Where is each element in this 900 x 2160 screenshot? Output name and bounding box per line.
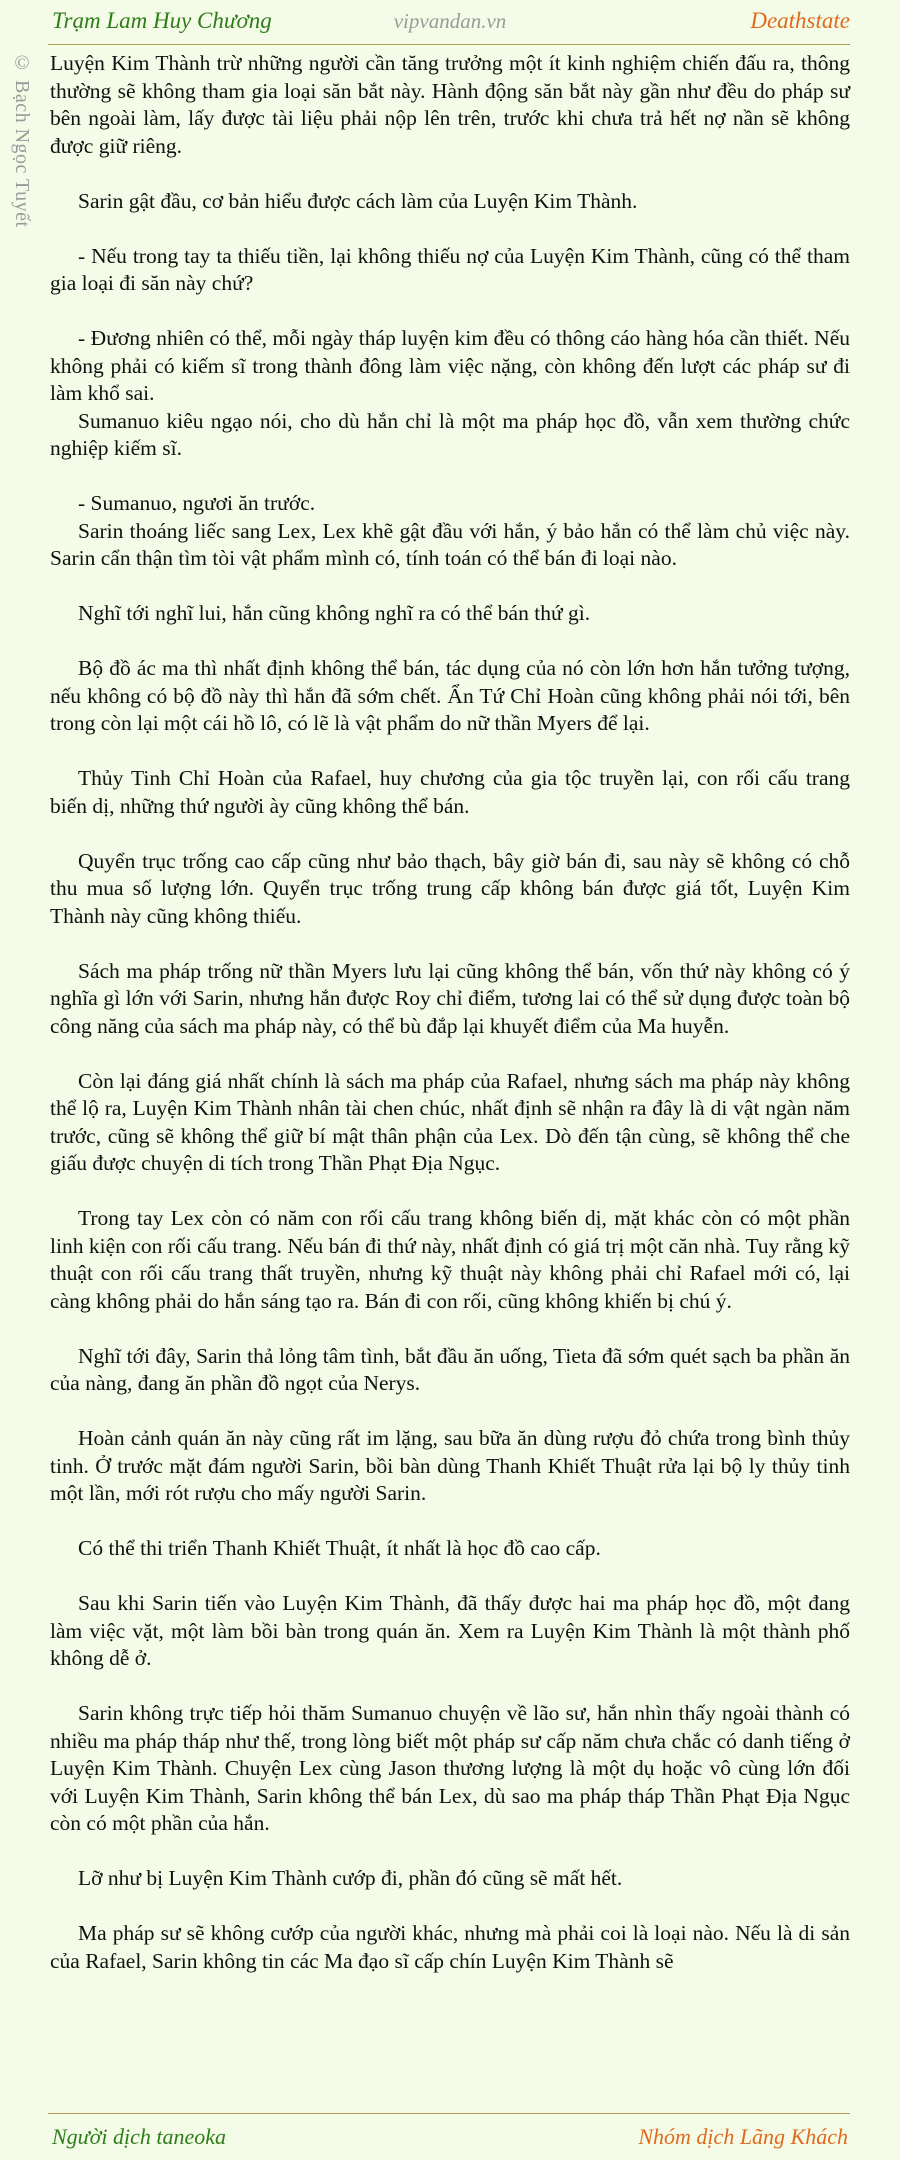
paragraph: Sarin gật đầu, cơ bản hiểu được cách làm của Luyện Kim Thành. bbox=[78, 188, 638, 213]
paragraph: Thủy Tinh Chỉ Hoàn của Rafael, huy chương của gia tộc truyền lại, con rối cấu trang biến dị, những thứ người ày cũng không thể bán. bbox=[50, 766, 850, 818]
dialogue-line: - Đương nhiên có thể, mỗi ngày tháp luyện kim đều có thông cáo hàng hóa cần thiết. Nếu không phải có kiếm sĩ trong thành đông làm việc nặng, còn không đến lượt các pháp sư đi làm khổ sai. bbox=[50, 326, 850, 405]
paragraph: Lỡ như bị Luyện Kim Thành cướp đi, phần đó cũng sẽ mất hết. bbox=[78, 1866, 623, 1890]
paragraph: Sumanuo kiêu ngạo nói, cho dù hắn chỉ là một ma pháp học đồ, vẫn xem thường chức nghiệp kiếm sĩ. bbox=[50, 408, 850, 460]
paragraph: Bộ đồ ác ma thì nhất định không thể bán, tác dụng của nó còn lớn hơn hắn tưởng tượng, nếu không có bộ đồ này thì hắn đã sớm chết. Ẩn Tứ Chỉ Hoàn cũng không phải nói tới, bên trong còn lại một cái hồ lô, có lẽ là vật phẩm do nữ thần Myers để lại. bbox=[50, 656, 850, 735]
story-text bbox=[50, 50, 850, 1975]
paragraph: Có thể thi triển Thanh Khiết Thuật, ít nhất là học đồ cao cấp. bbox=[78, 1536, 601, 1560]
paragraph: Sách ma pháp trống nữ thần Myers lưu lại cũng không thể bán, vốn thứ này không có ý nghĩa gì lớn với Sarin, nhưng hắn được Roy chỉ điểm, tương lai có thể sử dụng được toàn bộ công năng của sách ma pháp này, có thể bù đắp lại khuyết điểm của Ma huyễn. bbox=[50, 958, 850, 1038]
paragraph: Ma pháp sư sẽ không cướp của người khác, nhưng mà phải coi là loại nào. Nếu là di sản của Rafael, Sarin không tin các Ma đạo sĩ cấp chín Luyện Kim Thành sẽ bbox=[50, 1921, 850, 1973]
page-footer bbox=[0, 2115, 900, 2160]
header-site-name: vipvandan.vn bbox=[393, 9, 507, 33]
paragraph: Quyển trục trống cao cấp cũng như bảo thạch, bây giờ bán đi, sau này sẽ không có chỗ thu mua số lượng lớn. Quyển trục trống trung cấp không bán được giá tốt, Luyện Kim Thành này cũng không thiếu. bbox=[50, 848, 850, 928]
paragraph: Hoàn cảnh quán ăn này cũng rất im lặng, sau bữa ăn dùng rượu đỏ chứa trong bình thủy tinh. Ở trước mặt đám người Sarin, bồi bàn dùng Thanh Khiết Thuật rửa lại bộ ly thủy tinh một lần, mới rót rượu cho mấy người Sarin. bbox=[50, 1426, 850, 1505]
paragraph: Trong tay Lex còn có năm con rối cấu trang không biến dị, mặt khác còn có một phần linh kiện con rối cấu trang. Nếu bán đi thứ này, nhất định có giá trị một căn nhà. Tuy rằng kỹ thuật con rối cấu trang thất truyền, nhưng kỹ thuật này không phải chỉ Rafael mới có, lại càng không phải do hắn sáng tạo ra. Bán đi con rối, cũng không khiến bị chú ý. bbox=[50, 1206, 850, 1313]
page-header bbox=[0, 0, 900, 46]
paragraph: Nghĩ tới đây, Sarin thả lỏng tâm tình, bắt đầu ăn uống, Tieta đã sớm quét sạch ba phần ăn của nàng, đang ăn phần đồ ngọt của Nerys. bbox=[50, 1343, 850, 1395]
paragraph: Sarin thoáng liếc sang Lex, Lex khẽ gật đầu với hắn, ý bảo hắn có thể làm chủ việc này. Sarin cẩn thận tìm tòi vật phẩm mình có, tính toán có thể bán đi loại nào. bbox=[50, 518, 850, 570]
paragraph: Sarin không trực tiếp hỏi thăm Sumanuo chuyện về lão sư, hắn nhìn thấy ngoài thành có nhiều ma pháp tháp như thế, trong lòng biết một pháp sư cấp năm chưa chắc có danh tiếng ở Luyện Kim Thành. Chuyện Lex cùng Jason thương lượng là một dụ hoặc vô cùng lớn đối với Luyện Kim Thành, Sarin không thể bán Lex, dù sao ma pháp tháp Thần Phạt Địa Ngục còn có một phần của hắn. bbox=[50, 1701, 850, 1835]
footer-divider bbox=[48, 2113, 850, 2114]
footer-translation-group: Nhóm dịch Lãng Khách bbox=[638, 2124, 848, 2149]
header-book-title: Trạm Lam Huy Chương bbox=[52, 8, 272, 33]
header-chapter-name: Deathstate bbox=[750, 8, 850, 33]
dialogue-line: - Sumanuo, ngươi ăn trước. bbox=[78, 491, 316, 515]
footer-translator: Người dịch taneoka bbox=[52, 2124, 227, 2149]
copyright-watermark: © Bạch Ngọc Tuyết bbox=[11, 52, 33, 228]
paragraph: Sau khi Sarin tiến vào Luyện Kim Thành, đã thấy được hai ma pháp học đồ, một đang làm việc vặt, một làm bồi bàn trong quán ăn. Xem ra Luyện Kim Thành là một thành phố không dễ ở. bbox=[50, 1591, 850, 1670]
paragraph: Còn lại đáng giá nhất chính là sách ma pháp của Rafael, nhưng sách ma pháp này không thể lộ ra, Luyện Kim Thành nhân tài chen chúc, nhất định sẽ nhận ra đây là di vật ngàn năm trước, cũng sẽ không thể giữ bí mật thân phận của Lex. Dò đến tận cùng, sẽ không thể che giấu được chuyện di tích trong Thần Phạt Địa Ngục. bbox=[50, 1068, 850, 1175]
header-divider bbox=[48, 44, 850, 45]
paragraph: Nghĩ tới nghĩ lui, hắn cũng không nghĩ ra có thể bán thứ gì. bbox=[78, 601, 591, 625]
dialogue-line: - Nếu trong tay ta thiếu tiền, lại không thiếu nợ của Luyện Kim Thành, cũng có thể tham gia loại đi săn này chứ? bbox=[50, 243, 850, 295]
paragraph: Luyện Kim Thành trừ những người cần tăng trưởng một ít kinh nghiệm chiến đấu ra, thông thường sẽ không tham gia loại săn bắt này. Hành động săn bắt này gần như đều do pháp sư bên ngoài làm, lấy được tài liệu phải nộp lên trên, trước khi chưa trả hết nợ nần sẽ không được giữ riêng. bbox=[50, 51, 850, 158]
